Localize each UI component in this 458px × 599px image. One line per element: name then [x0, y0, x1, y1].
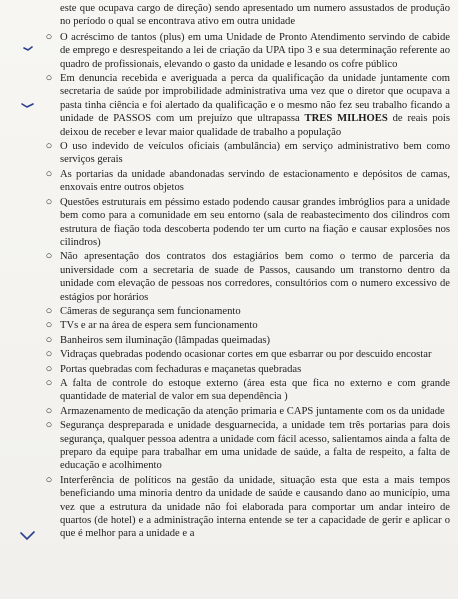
list-item [38, 348, 450, 361]
list-item [38, 140, 450, 167]
bullet-icon: ○ [45, 167, 53, 180]
checkmark-icon [24, 47, 32, 50]
bullet-icon: ○ [45, 250, 53, 263]
text-before-emphasis: Em denuncia recebida e averiguada a perca da qualificação da unidade juntamente com secretaria de saúde por improbilidade administrativa uma vez que o diretor que ocupava a pasta tinha ciência e foi alertado da qualificação e o mesmo não fez seu trabalho ficando a unidade de PASSOS com um prejuízo que ultrapassa [60, 73, 450, 125]
bullet-icon: ○ [45, 30, 53, 43]
bullet-icon: ○ [45, 419, 53, 432]
list-item-text: Segurança despreparada e unidade desguarnecida, a unidade tem três portarias para dois segurança, qualquer pessoa adentra a unidade com fácil acesso, salientamos ainda a falta de preparo da equipe para trabalhar em uma unidade de saúde, a falta de respeito, a falta de educação e acolhimento [60, 420, 450, 472]
document-body [38, 2, 450, 542]
list-item-text: As portarias da unidade abandonadas servindo de estacionamento e depósitos de camas, enxovais entre outros objetos [60, 168, 450, 194]
list-item-text: Não apresentação dos contratos dos estagiários bem como o termo de parceria da universidade com a secretaria de suade de Passos, causando um transtorno dentro da unidade com elevação de pessoas nos corredores, consultórios com o numero excessivo de estágios por horários [60, 251, 450, 303]
list-item [38, 419, 450, 473]
list-item [38, 474, 450, 541]
intro-paragraph: este que ocupava cargo de direção) sendo apresentado um numero assustados de produção no período o qual se encontrava ativo em outra unidade [60, 3, 450, 28]
bullet-icon: ○ [45, 348, 53, 361]
list-item [38, 196, 450, 250]
list-item [38, 250, 450, 304]
bullet-icon: ○ [45, 319, 53, 332]
bullet-icon: ○ [45, 333, 53, 346]
list-item [38, 377, 450, 404]
bullet-icon: ○ [45, 376, 53, 389]
list-item-text: Armazenamento de medicação da atenção primaria e CAPS juntamente com os da unidade [60, 405, 445, 417]
list-item-text: A falta de controle do estoque externo (área esta que fica no externo e com grande quantidade de material de valor em sua dependência ) [60, 377, 450, 403]
issue-list [38, 31, 450, 541]
list-item [38, 319, 450, 332]
list-item-text: O acréscimo de tantos (plus) em uma Unidade de Pronto Atendimento servindo de cabide de emprego e desrespeitando a lei de criação da UPA tipo 3 e sua determinação referente ao quadro de profissionais, elevando o gasto da unidade e lesando os cofre público [60, 31, 450, 70]
list-item-text: Câmeras de segurança sem funcionamento [60, 305, 241, 317]
checkmark-icon [21, 532, 34, 539]
bullet-icon: ○ [45, 304, 53, 317]
bullet-icon: ○ [45, 195, 53, 208]
list-item-text: Questões estruturais em péssimo estado podendo causar grandes imbróglios para a unidade bem como para a comunidade em seu entorno (sala de reabastecimento dos cilindros com estrutura de fiação toda descoberta podendo ter um curto na fiação e causar explosões nos cilindros) [60, 196, 450, 248]
list-item-text: Banheiros sem iluminação (lâmpadas queimadas) [60, 334, 271, 346]
list-item [38, 72, 450, 139]
bullet-icon: ○ [45, 72, 53, 85]
list-item-text: Vidraças quebradas podendo ocasionar cortes em que esbarrar ou por descuido encostar [60, 349, 432, 361]
list-item-text: Interferência de políticos na gestão da unidade, situação esta que esta a mais tempos beneficiando uma minoria dentro da unidade de saúde e causando dano ao município, uma vez que a estrutura da unidade não foi elaborada para comportar um andar inteiro de quartos (de hotel) e a administração interna entende se ter a capacidade de gerir e aplicar o que é melhor para a unidade e a [60, 474, 450, 540]
bullet-icon: ○ [45, 140, 53, 153]
bullet-icon: ○ [45, 362, 53, 375]
list-item-text: O uso indevido de veículos oficiais (ambulância) em serviço administrativo bem como serviços gerais [60, 141, 450, 166]
list-item [38, 363, 450, 376]
text-after-emphasis: de reais pois deixou de receber e levar maior qualidade de trabalho a população [60, 113, 450, 138]
bullet-icon: ○ [45, 404, 53, 417]
list-item [38, 405, 450, 418]
list-item-text: TVs e ar na área de espera sem funcionamento [60, 320, 258, 332]
bullet-icon: ○ [45, 473, 53, 486]
list-item [38, 305, 450, 318]
list-item-text [60, 72, 450, 139]
emphasis-amount: TRES MILHOES [304, 113, 388, 125]
list-item [38, 334, 450, 347]
list-item [38, 168, 450, 195]
list-item [38, 31, 450, 71]
list-item-text: Portas quebradas com fechaduras e maçanetas quebradas [60, 363, 302, 375]
checkmark-icon [22, 104, 33, 107]
